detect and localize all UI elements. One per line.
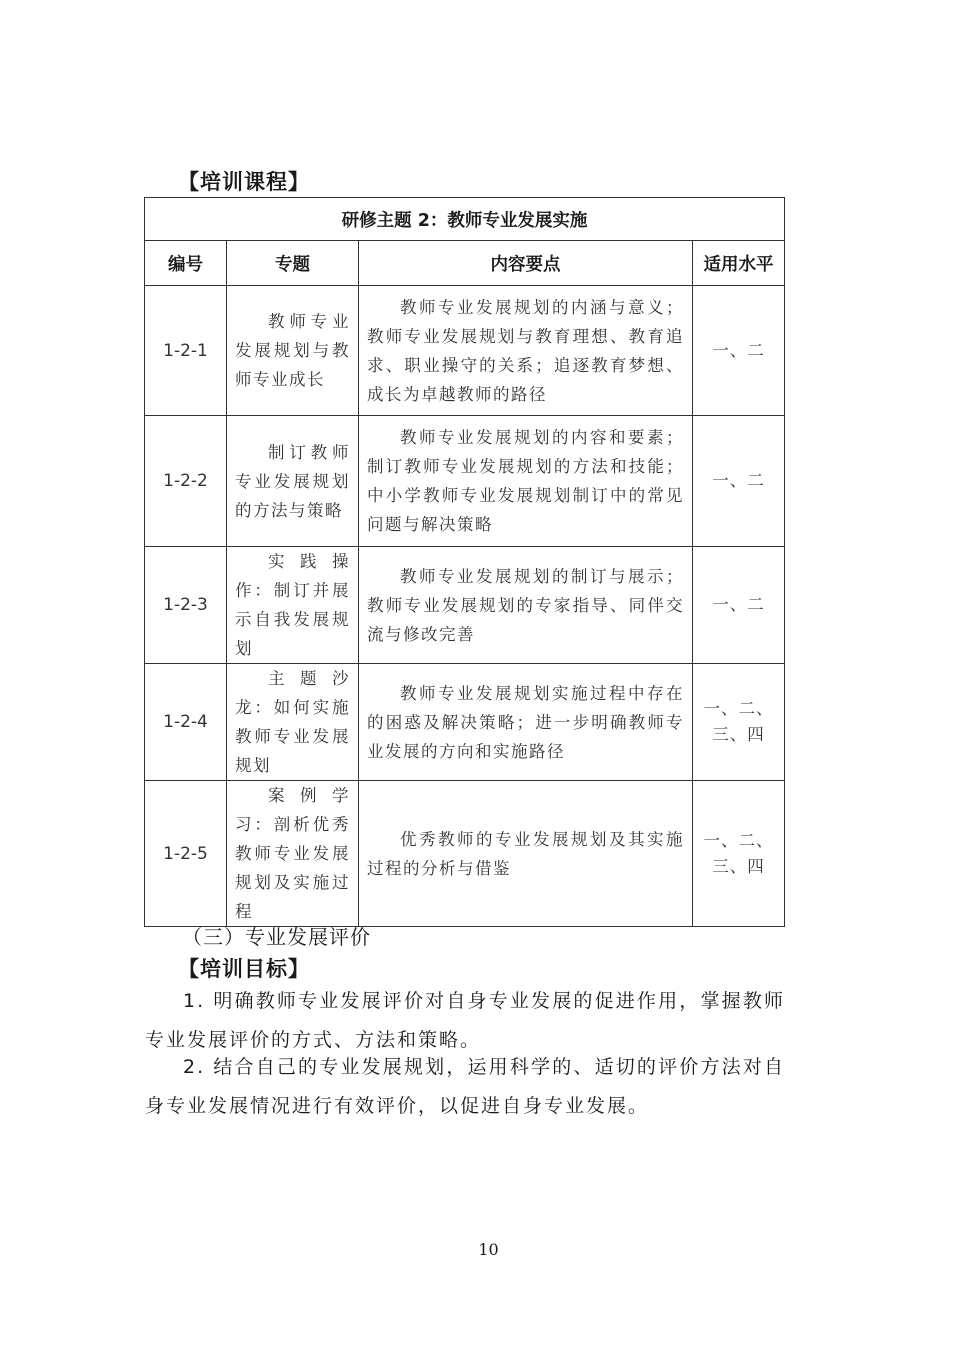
table-row xyxy=(145,286,785,416)
row-level: 一、二 xyxy=(693,416,785,547)
table-caption: 研修主题 2：教师专业发展实施 xyxy=(145,198,785,241)
goal-paragraph-2: 2. 结合自己的专业发展规划，运用科学的、适切的评价方法对自身专业发展情况进行有效评价，以促进自身专业发展。 xyxy=(145,1056,785,1117)
header-code: 编号 xyxy=(145,241,227,286)
header-content: 内容要点 xyxy=(359,241,693,286)
section-heading: （三）专业发展评价 xyxy=(182,925,371,949)
row-content: 教师专业发展规划的制订与展示；教师专业发展规划的专家指导、同伴交流与修改完善 xyxy=(359,547,693,664)
table-row xyxy=(145,781,785,927)
row-level: 一、二、三、四 xyxy=(693,781,785,927)
row-content: 教师专业发展规划的内容和要素；制订教师专业发展规划的方法和技能；中小学教师专业发展规划制订中的常见问题与解决策略 xyxy=(359,416,693,547)
row-code: 1-2-5 xyxy=(145,781,227,927)
table-row xyxy=(145,547,785,664)
row-topic: 教师专业发展规划与教师专业成长 xyxy=(227,286,359,416)
goal-paragraph-1: 1. 明确教师专业发展评价对自身专业发展的促进作用，掌握教师专业发展评价的方式、方法和策略。 xyxy=(145,990,785,1051)
row-level: 一、二、三、四 xyxy=(693,664,785,781)
row-topic: 制订教师专业发展规划的方法与策略 xyxy=(227,416,359,547)
row-content: 优秀教师的专业发展规划及其实施过程的分析与借鉴 xyxy=(359,781,693,927)
table-row xyxy=(145,664,785,781)
row-level: 一、二 xyxy=(693,286,785,416)
page-number: 10 xyxy=(478,1240,499,1259)
row-code: 1-2-3 xyxy=(145,547,227,664)
table-row xyxy=(145,416,785,547)
course-table xyxy=(144,197,785,927)
course-heading: 【培训课程】 xyxy=(178,170,310,194)
row-level: 一、二 xyxy=(693,547,785,664)
row-content: 教师专业发展规划实施过程中存在的困惑及解决策略；进一步明确教师专业发展的方向和实施路径 xyxy=(359,664,693,781)
row-code: 1-2-4 xyxy=(145,664,227,781)
row-content: 教师专业发展规划的内涵与意义；教师专业发展规划与教育理想、教育追求、职业操守的关系；追逐教育梦想、成长为卓越教师的路径 xyxy=(359,286,693,416)
row-topic: 案例学习：剖析优秀教师专业发展规划及实施过程 xyxy=(227,781,359,927)
goal-heading: 【培训目标】 xyxy=(178,957,310,981)
row-code: 1-2-1 xyxy=(145,286,227,416)
row-topic: 主题沙龙：如何实施教师专业发展规划 xyxy=(227,664,359,781)
header-topic: 专题 xyxy=(227,241,359,286)
header-level: 适用水平 xyxy=(693,241,785,286)
row-topic: 实践操作：制订并展示自我发展规划 xyxy=(227,547,359,664)
row-code: 1-2-2 xyxy=(145,416,227,547)
